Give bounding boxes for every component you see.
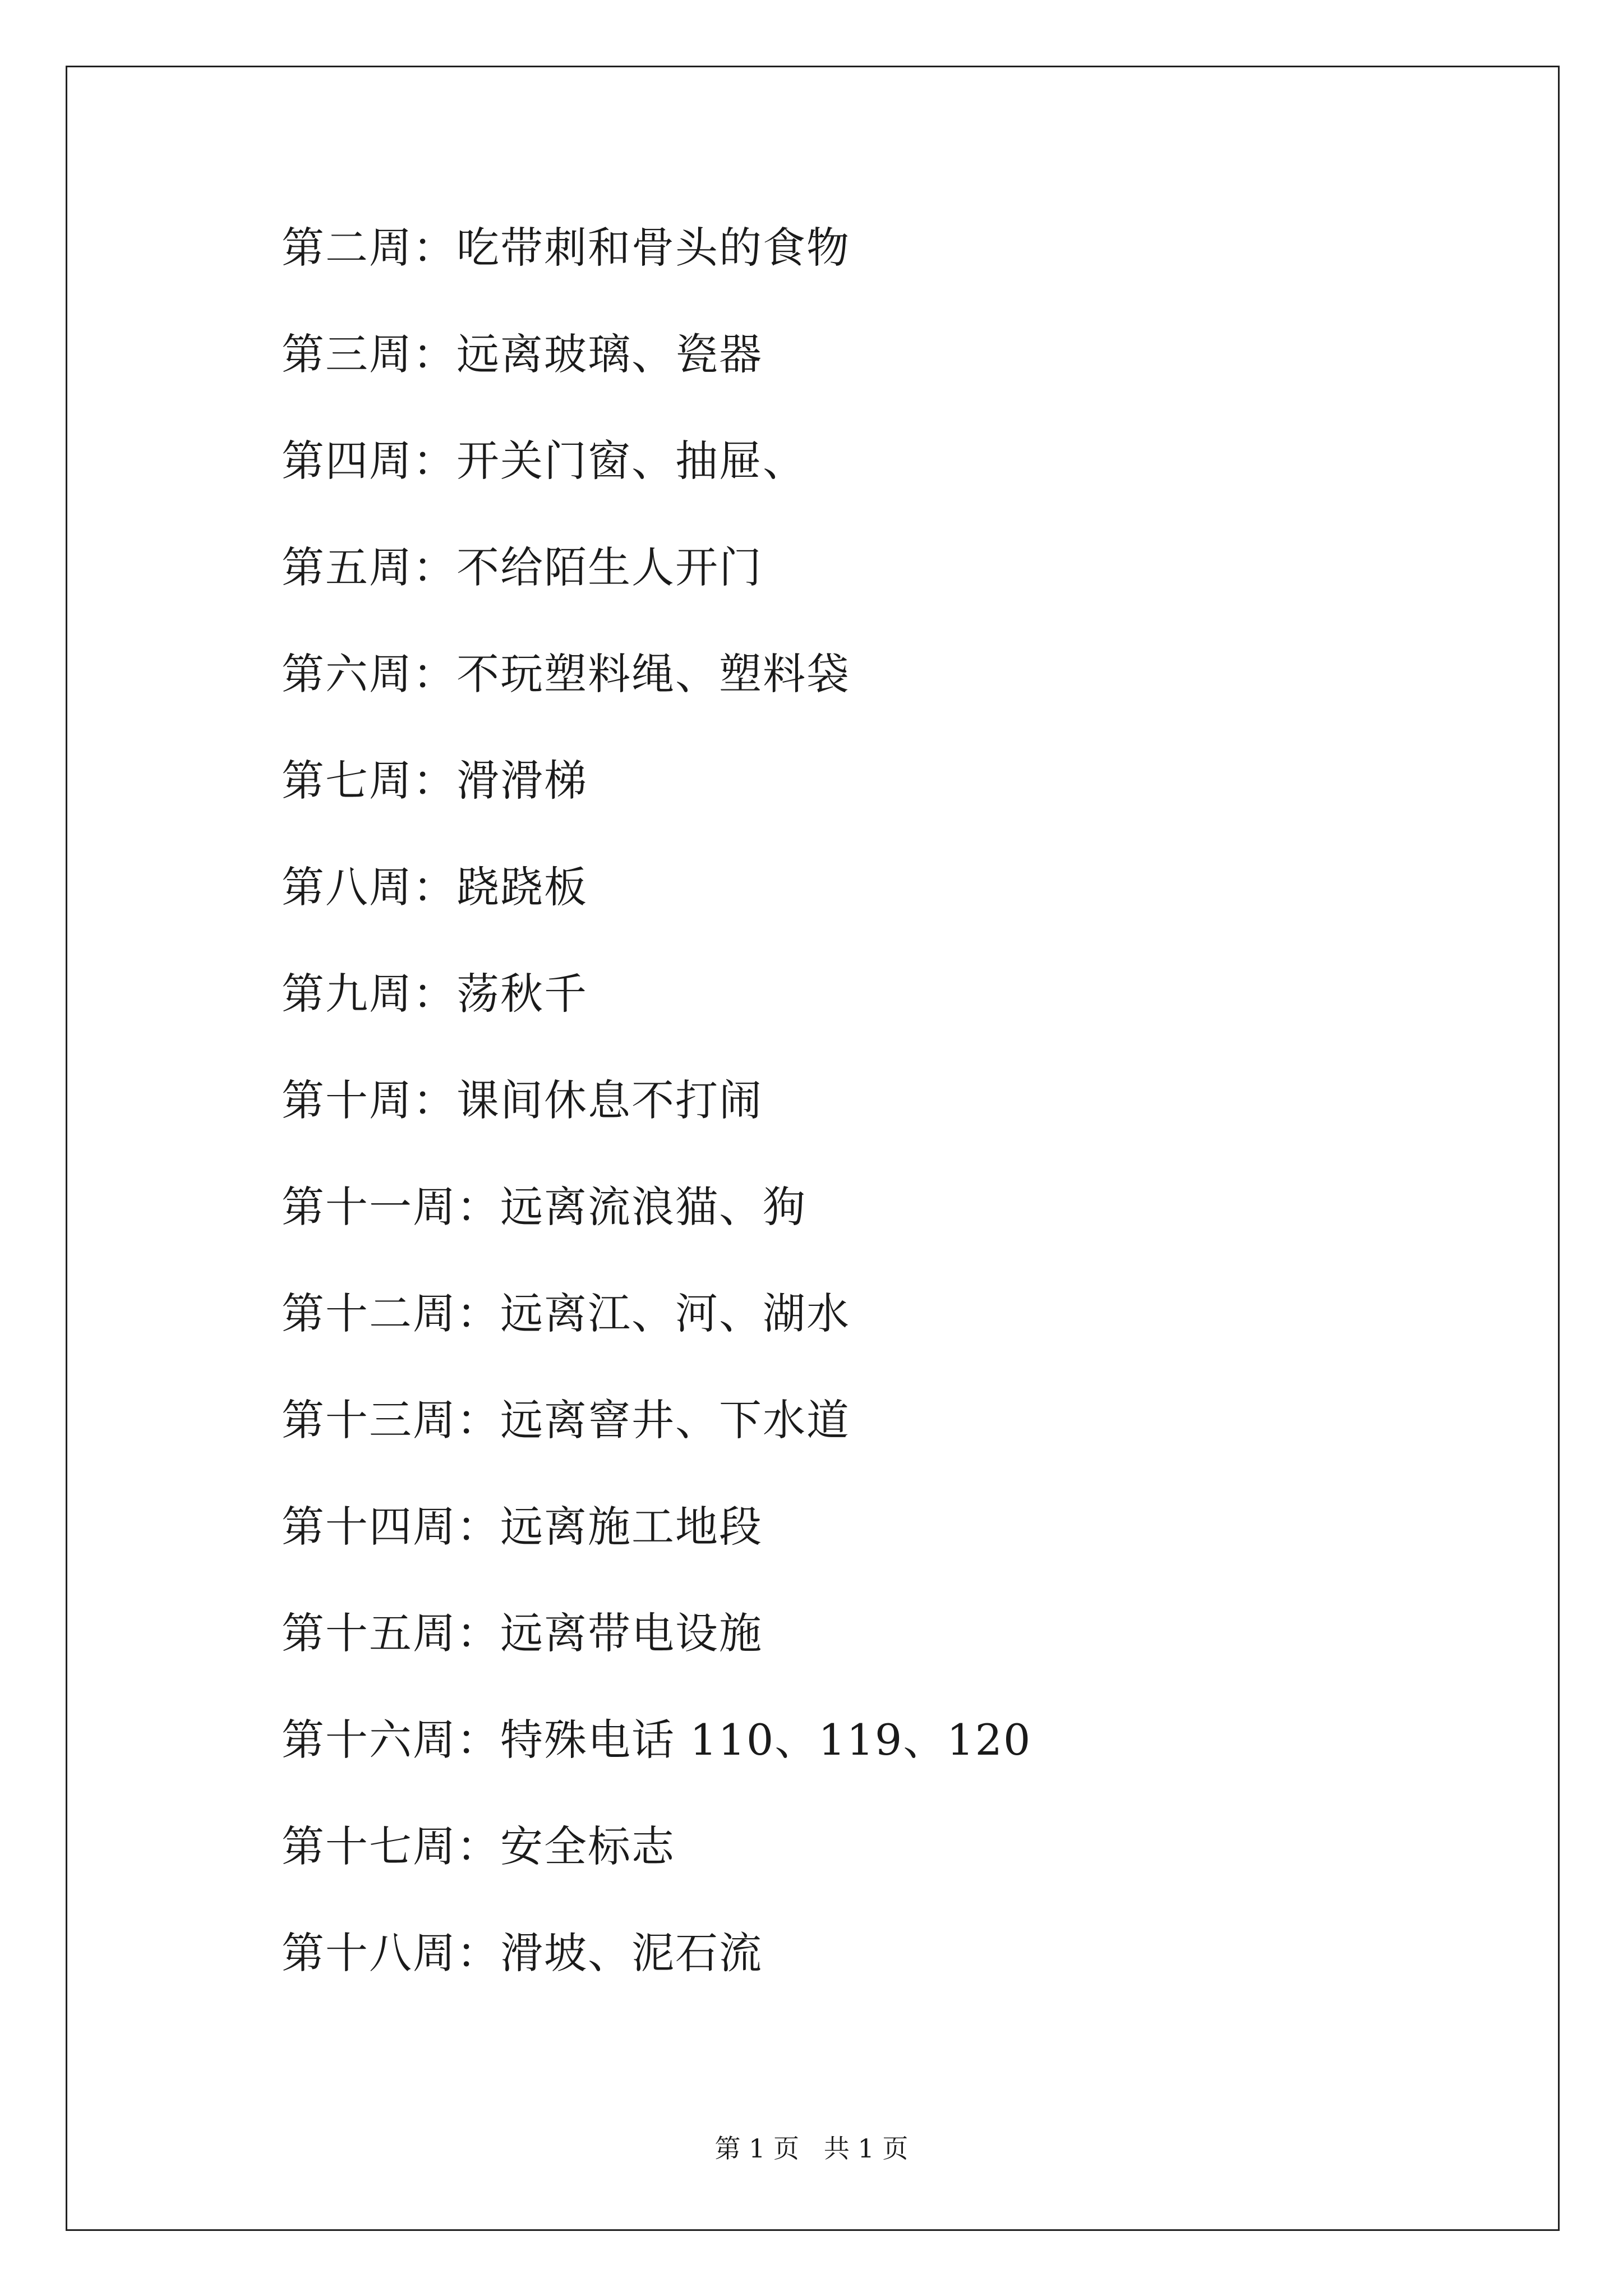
list-item: 第十八周：滑坡、泥石流 [282, 1928, 763, 1978]
page-footer: 第 1 页 共 1 页 [714, 2133, 909, 2164]
list-item: 第十四周：远离施工地段 [282, 1502, 763, 1552]
list-item: 第十三周：远离窨井、下水道 [282, 1395, 850, 1445]
list-item: 第十一周：远离流浪猫、狗 [282, 1182, 806, 1232]
list-item: 第三周：远离玻璃、瓷器 [282, 329, 763, 379]
list-item: 第十六周：特殊电话 110、119、120 [282, 1715, 1032, 1765]
list-item: 第十五周：远离带电设施 [282, 1608, 763, 1658]
list-item: 第八周：跷跷板 [282, 862, 588, 912]
list-item: 第九周：荡秋千 [282, 969, 588, 1019]
list-item: 第十周：课间休息不打闹 [282, 1075, 763, 1125]
list-item: 第六周：不玩塑料绳、塑料袋 [282, 649, 850, 699]
list-item: 第五周：不给陌生人开门 [282, 542, 763, 592]
document-body [282, 220, 1459, 2032]
list-item: 第二周：吃带刺和骨头的食物 [282, 223, 850, 273]
list-item: 第七周：滑滑梯 [282, 756, 588, 806]
list-item: 第十七周：安全标志 [282, 1821, 675, 1871]
list-item: 第十二周：远离江、河、湖水 [282, 1289, 850, 1338]
list-item: 第四周：开关门窗、抽屉、 [282, 436, 806, 486]
